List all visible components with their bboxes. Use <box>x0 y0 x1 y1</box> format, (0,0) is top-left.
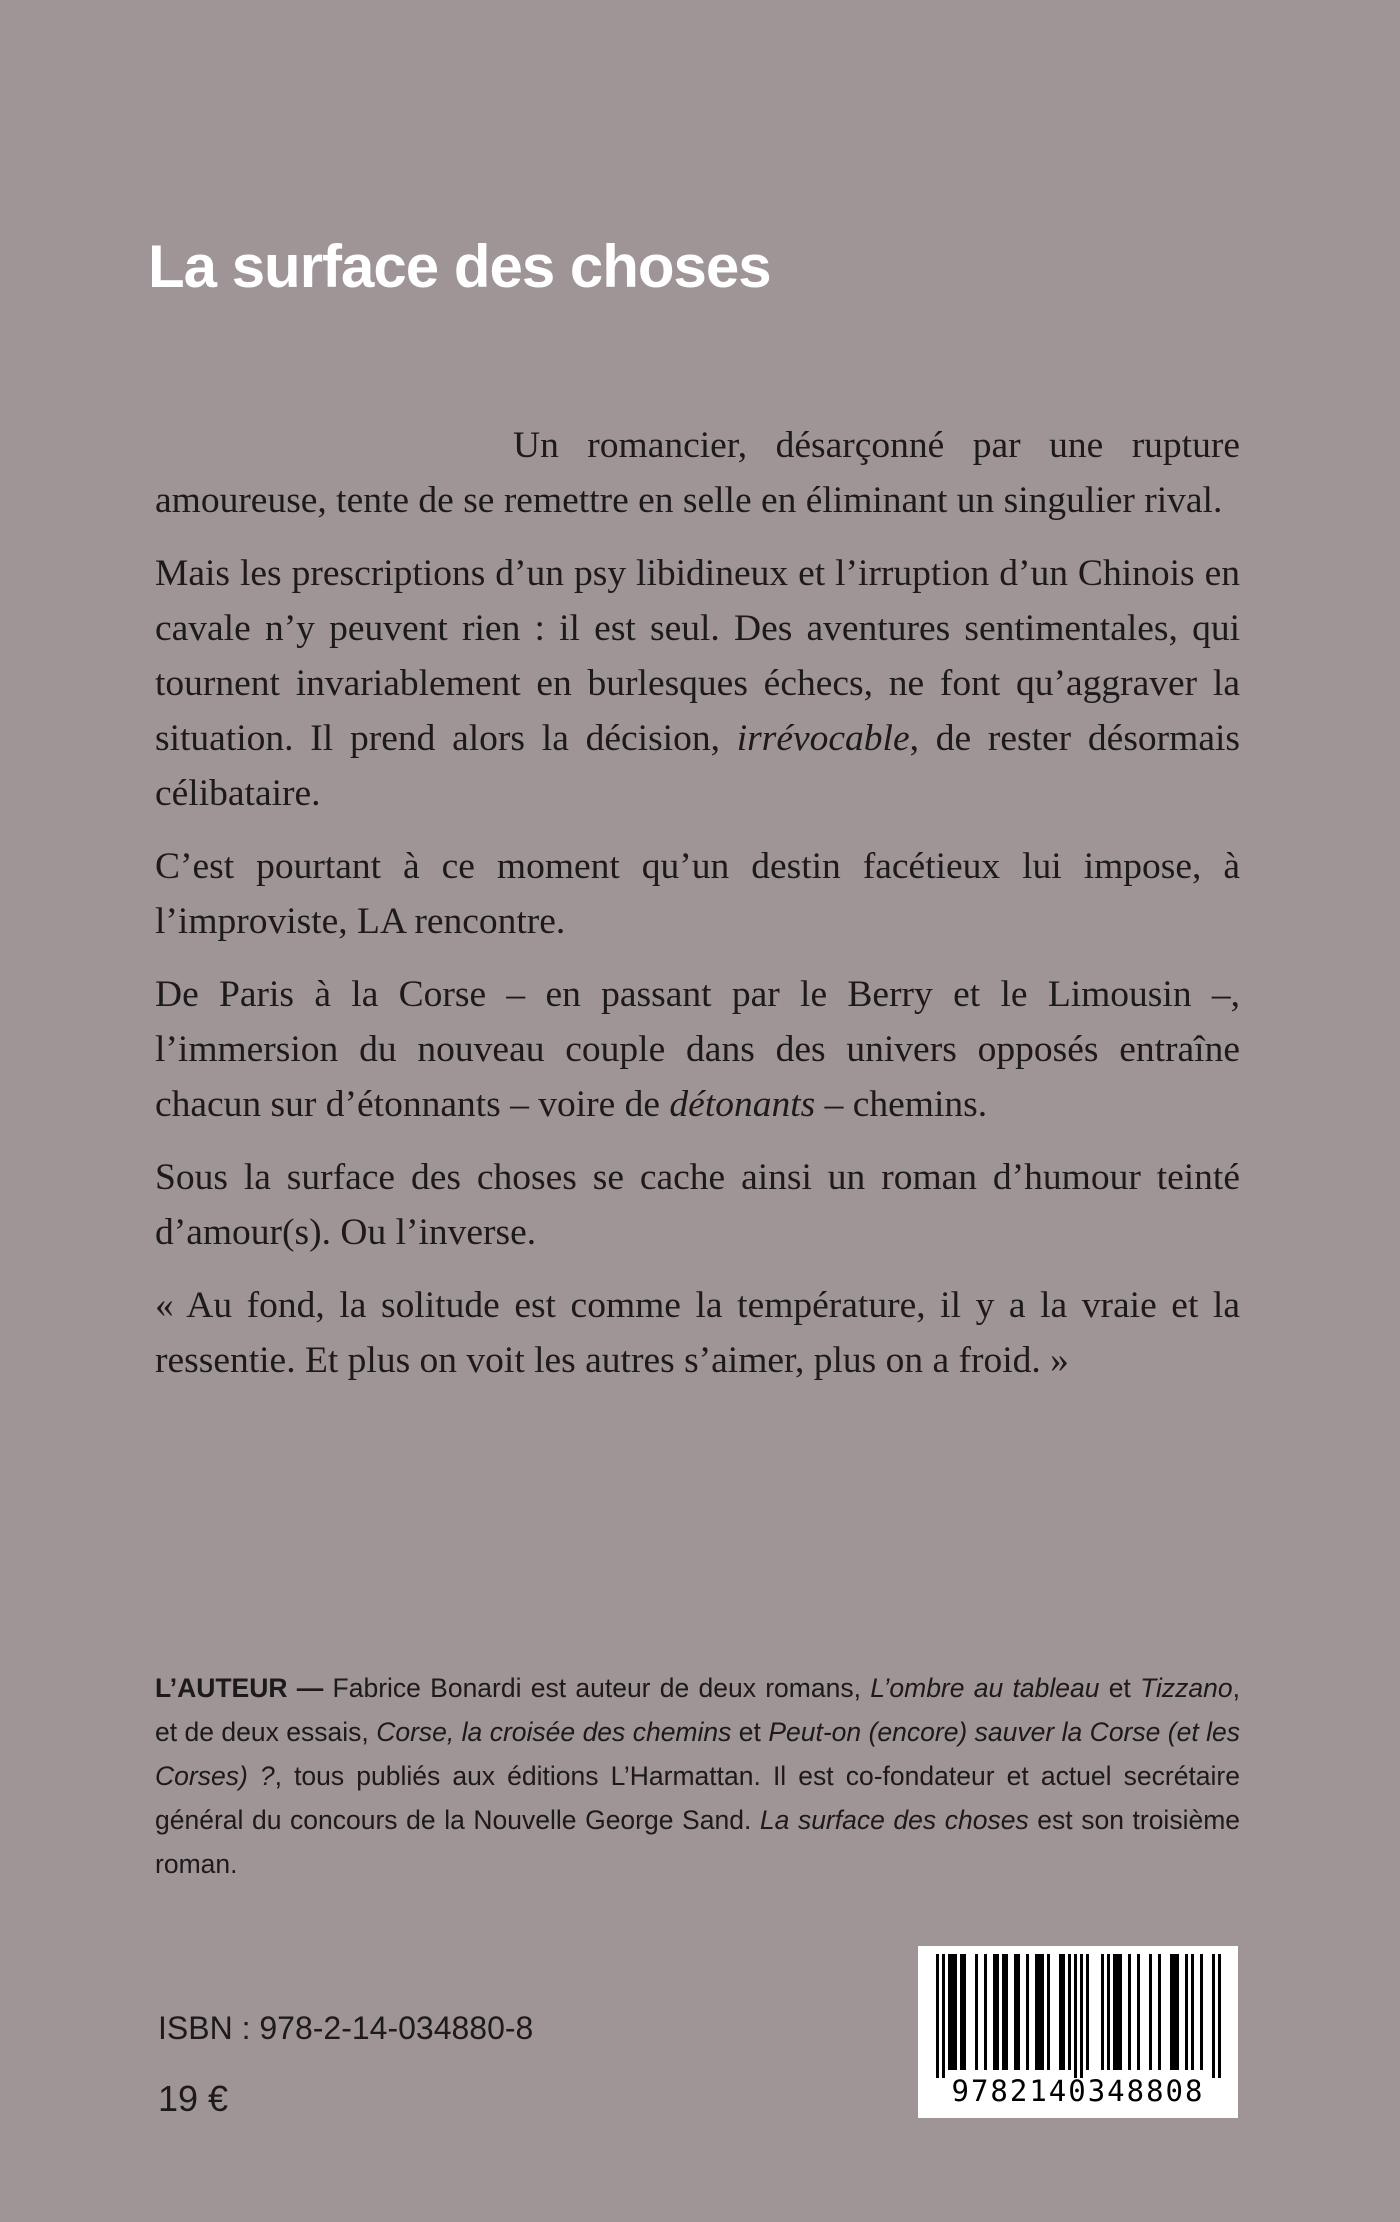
blurb <box>155 418 1240 1406</box>
barcode-bar <box>1074 1954 1077 2078</box>
barcode-bar <box>1119 1954 1122 2070</box>
blurb-paragraph-3: C’est pourtant à ce moment qu’un destin facétieux lui impose, à l’improviste, LA rencontre. <box>155 846 1240 942</box>
barcode-bar <box>948 1954 951 2070</box>
barcode-bar <box>1101 1954 1104 2070</box>
author-title-2: Tizzano <box>1140 1673 1233 1703</box>
barcode-bar <box>951 1954 954 2070</box>
blurb-paragraph-1: Un romancier, désarçonné par une rupture amoureuse, tente de se remettre en selle en éliminant un singulier rival. <box>155 425 1240 521</box>
blurb-p2-text-a: Mais les prescriptions d’un psy libidineux et l’irruption d’un Chinois en cavale n’y peuvent rien : il est seul. Des aventures sentimentales, qui tournent invariablement en burlesques échecs, ne font qu’aggraver la situation. Il prend alors la décision, <box>155 553 1240 759</box>
barcode-bar <box>1191 1954 1194 2070</box>
barcode-bar <box>963 1954 966 2070</box>
author-text-4: et <box>731 1717 769 1747</box>
blurb-paragraph-5: Sous la surface des choses se cache ainsi un roman d’humour teinté d’amour(s). Ou l’inverse. <box>155 1157 1240 1253</box>
blurb-p4-text-b: – chemins. <box>815 1084 988 1125</box>
blurb-paragraph-4 <box>155 967 1240 1132</box>
barcode-bar <box>1047 1954 1050 2070</box>
barcode-bar <box>1059 1954 1062 2070</box>
barcode-bar <box>1137 1954 1140 2070</box>
blurb-p4-emphasis: détonants <box>669 1084 816 1125</box>
author-text-6: est son troisième roman. <box>155 1805 1241 1879</box>
barcode-bar <box>1185 1954 1188 2070</box>
barcode <box>918 1946 1238 2118</box>
barcode-bar <box>954 1954 957 2070</box>
barcode-bar <box>1026 1954 1029 2070</box>
blurb-p4-text-a: De Paris à la Corse – en passant par le Berry et le Limousin –, l’immersion du nouveau couple dans des univers opposés entraîne chacun sur d’étonnants – voire de <box>155 974 1240 1125</box>
blurb-paragraph-2 <box>155 546 1240 821</box>
barcode-bar <box>1068 1954 1071 2070</box>
blurb-quote: « Au fond, la solitude est comme la température, il y a la vraie et la ressentie. Et plus on voit les autres s’aimer, plus on a froid. » <box>155 1285 1240 1381</box>
barcode-bar <box>1062 1954 1065 2070</box>
barcode-bar <box>984 1954 987 2070</box>
barcode-bar <box>975 1954 978 2070</box>
barcode-bar <box>993 1954 996 2070</box>
barcode-bar <box>1017 1954 1020 2070</box>
author-title-5: La surface des choses <box>759 1805 1029 1835</box>
author-text-5: , tous publiés aux éditions L’Harmattan. Il est co-fondateur et actuel secrétaire général du concours de la Nouvelle George Sand. <box>155 1761 1240 1835</box>
barcode-bar <box>1035 1954 1038 2070</box>
barcode-bar <box>1218 1954 1221 2078</box>
barcode-bar <box>1173 1954 1176 2070</box>
barcode-bar <box>1116 1954 1119 2070</box>
barcode-bar <box>1170 1954 1173 2070</box>
author-label: L’AUTEUR — <box>155 1673 324 1703</box>
author-title-1: L’ombre au tableau <box>870 1673 1100 1703</box>
barcode-bar <box>1107 1954 1110 2070</box>
author-text-3: , et de deux essais, <box>155 1673 1240 1747</box>
barcode-bar <box>1128 1954 1131 2070</box>
barcode-bar <box>1005 1954 1008 2070</box>
author-text-1: Fabrice Bonardi est auteur de deux romans, <box>323 1673 871 1703</box>
blurb-p2-emphasis: irrévocable <box>736 718 910 759</box>
barcode-digits: 9782140348808 <box>951 2074 1205 2108</box>
barcode-bar <box>942 1954 945 2078</box>
barcode-bar <box>1002 1954 1005 2070</box>
barcode-bar <box>936 1954 939 2078</box>
barcode-bar <box>996 1954 999 2070</box>
book-title: La surface des choses <box>148 233 771 300</box>
barcode-bar <box>1212 1954 1215 2078</box>
barcode-bar <box>1113 1954 1116 2070</box>
barcode-bar <box>1176 1954 1179 2070</box>
barcode-bar <box>1014 1954 1017 2070</box>
barcode-bar <box>1200 1954 1203 2070</box>
isbn: ISBN : 978-2-14-034880-8 <box>158 2010 534 2046</box>
price: 19 € <box>158 2078 229 2119</box>
barcode-bar <box>1038 1954 1041 2070</box>
author-title-4: Peut-on (encore) sauver la Corse (et les Corses) ? <box>155 1717 1241 1791</box>
blurb-p2-text-b: , de rester désormais célibataire. <box>155 718 1240 814</box>
barcode-bar <box>1158 1954 1161 2070</box>
barcode-bar <box>960 1954 963 2070</box>
barcode-bar <box>1080 1954 1083 2078</box>
barcode-bar <box>1149 1954 1152 2070</box>
author-bio <box>155 1666 1240 1886</box>
barcode-bar <box>1041 1954 1044 2070</box>
author-text-2: et <box>1099 1673 1141 1703</box>
author-title-3: Corse, la croisée des chemins <box>376 1717 732 1747</box>
barcode-bar <box>1086 1954 1089 2070</box>
